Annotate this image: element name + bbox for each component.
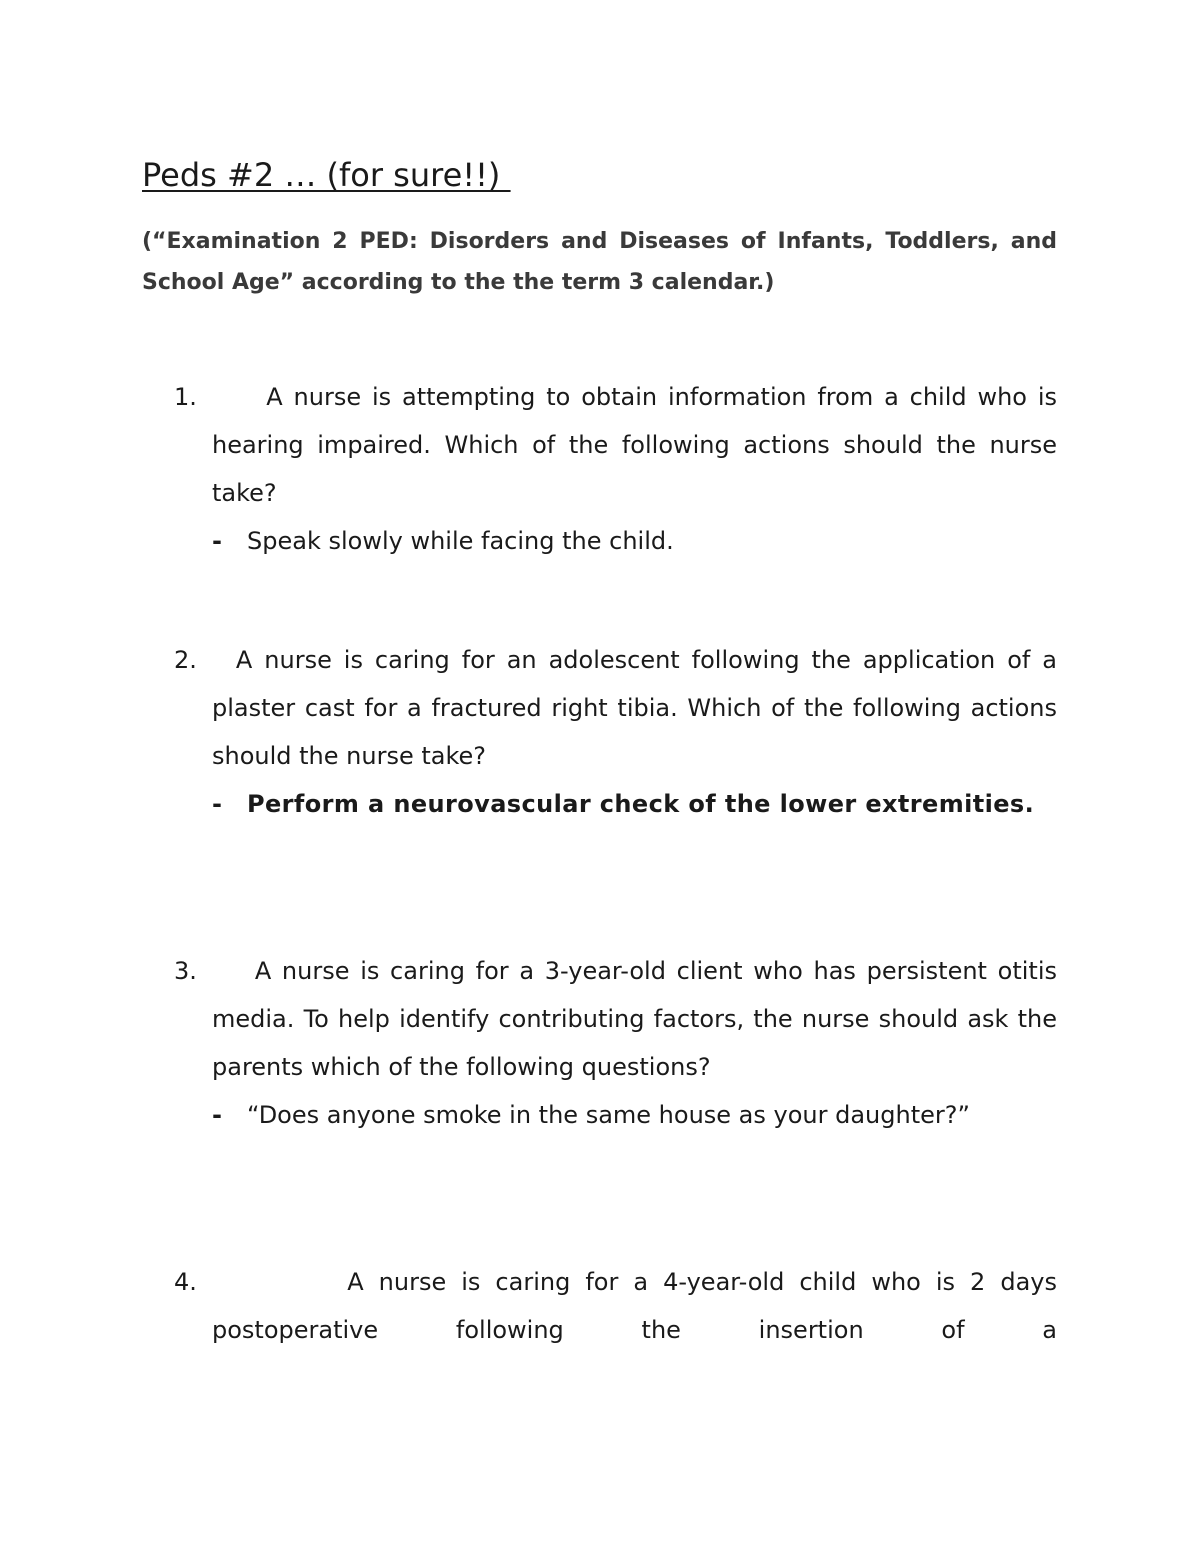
- question-indent: [212, 383, 266, 411]
- answer-marker: -: [212, 1101, 222, 1129]
- question-body: A nurse is caring for a 4-year-old child who is 2 days postoperative following the insertion of a: [212, 1268, 1058, 1344]
- question-number: 4.: [174, 1268, 197, 1296]
- question-text: [212, 947, 1057, 1091]
- question-indent: [212, 646, 236, 674]
- question-text: [212, 1258, 1057, 1354]
- answer-text: “Does anyone smoke in the same house as your daughter?”: [247, 1101, 970, 1129]
- question-indent: [212, 957, 255, 985]
- question-body: A nurse is attempting to obtain information from a child who is hearing impaired. Which of the following actions should the nurse take?: [212, 383, 1058, 507]
- question-1: [174, 373, 1057, 565]
- question-number: 2.: [174, 646, 197, 674]
- question-4: [174, 1258, 1057, 1354]
- question-text: [212, 373, 1057, 517]
- answer-text: Perform a neurovascular check of the lower extremities.: [247, 790, 1035, 818]
- question-number: 1.: [174, 383, 197, 411]
- answer-marker: -: [212, 790, 222, 818]
- answer: [212, 1091, 1057, 1139]
- question-indent: [212, 1268, 347, 1296]
- question-body: A nurse is caring for a 3-year-old client who has persistent otitis media. To help identify contributing factors, the nurse should ask the parents which of the following questions?: [212, 957, 1058, 1081]
- question-number: 3.: [174, 957, 197, 985]
- answer-marker: -: [212, 527, 222, 555]
- answer: [212, 780, 1057, 828]
- question-body: A nurse is caring for an adolescent following the application of a plaster cast for a fractured right tibia. Which of the following actions should the nurse take?: [212, 646, 1057, 770]
- question-2: [174, 636, 1057, 828]
- question-3: [174, 947, 1057, 1139]
- answer: [212, 517, 1057, 565]
- document-title: Peds #2 … (for sure!!): [142, 156, 511, 194]
- question-text: [212, 636, 1057, 780]
- document-subtitle: (“Examination 2 PED: Disorders and Diseases of Infants, Toddlers, and School Age” according to the the term 3 calendar.): [142, 229, 1057, 295]
- answer-text: Speak slowly while facing the child.: [247, 527, 674, 555]
